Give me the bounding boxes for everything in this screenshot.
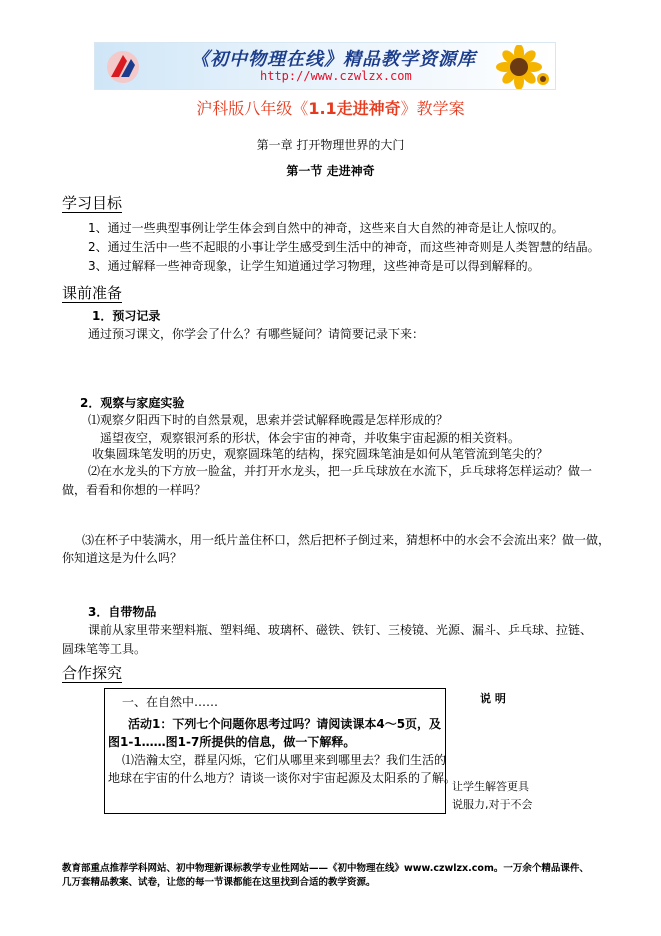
goal-item: 2、通过生活中一些不起眼的小事让学生感受到生活中的神奇，而这些神奇则是人类智慧的结晶。: [88, 240, 600, 254]
goal-item: 3、通过解释一些神奇现象，让学生知道通过学习物理，这些神奇是可以得到解释的。: [88, 259, 540, 273]
page-footer: [62, 862, 622, 890]
footer-line: 几万套精品教案、试卷，让您的每一节课都能在这里找到合适的教学资源。: [62, 877, 376, 888]
prep-sub2-line: 你知道这是为什么吗？: [62, 551, 183, 565]
prep-sub2-title: 2．观察与家庭实验: [80, 396, 185, 410]
box-subheading: 一、在自然中……: [122, 695, 219, 709]
document-title: 沪科版八年级《1.1走进神奇》教学案: [196, 99, 465, 118]
prep-sub2-line: ⑵在水龙头的下方放一脸盆，并打开水龙头，把一乒乓球放在水流下，乒乓球将怎样运动？做一: [88, 464, 593, 478]
site-name: 《初中物理在线》精品教学资源库: [191, 49, 476, 70]
header-banner: [94, 42, 556, 90]
section-title: 第一节 走进神奇: [286, 164, 375, 178]
prep-sub2-line: 遥望夜空，观察银河系的形状，体会宇宙的神奇，并收集宇宙起源的相关资料。: [100, 431, 521, 445]
prep-sub3-line: 圆珠笔等工具。: [62, 642, 147, 656]
footer-line: 教育部重点推荐学科网站、初中物理新课标教学专业性网站——《初中物理在线》www.czwlzx.com。一万余个精品课件、: [62, 863, 589, 874]
prep-sub2-line: ⑶在杯子中装满水，用一纸片盖住杯口，然后把杯子倒过来，猜想杯中的水会不会流出来？做一做，: [82, 533, 611, 547]
site-url: http://www.czwlzx.com: [260, 69, 412, 83]
prep-sub2-line: 做，看看和你想的一样吗？: [62, 483, 207, 497]
activity-title: 图1-1……图1-7所提供的信息，做一下解释。: [108, 735, 356, 749]
sunflower-icon: [479, 45, 551, 89]
note-title: 说 明: [480, 692, 506, 705]
prep-heading: 课前准备: [62, 284, 123, 302]
activity-title: 活动1：下列七个问题你思考过吗？请阅读课本4～5页，及: [128, 717, 442, 731]
goal-item: 1、通过一些典型事例让学生体会到自然中的神奇，这些来自大自然的神奇是让人惊叹的。: [88, 221, 564, 235]
coop-heading: 合作探究: [62, 664, 123, 682]
prep-sub2-line: ⑴观察夕阳西下时的自然景观，思索并尝试解释晚霞是怎样形成的？: [88, 413, 449, 427]
site-logo-icon: [103, 47, 143, 85]
chapter-title: 第一章 打开物理世界的大门: [256, 138, 405, 152]
prep-sub3-line: 课前从家里带来塑料瓶、塑料绳、玻璃杯、磁铁、铁钉、三棱镜、光源、漏斗、乒乓球、拉链、: [88, 623, 593, 637]
prep-sub1-title: 1．预习记录: [92, 309, 161, 323]
note-line: 让学生解答更具: [452, 780, 529, 793]
note-line: 说服力,对于不会: [452, 798, 533, 811]
activity-question: 地球在宇宙的什么地方？请谈一谈你对宇宙起源及太阳系的了解。: [108, 771, 457, 785]
prep-sub3-title: 3．自带物品: [88, 605, 157, 619]
prep-sub2-line: 收集圆珠笔发明的历史，观察圆珠笔的结构，探究圆珠笔油是如何从笔管流到笔尖的？: [92, 447, 549, 461]
goals-heading: 学习目标: [62, 194, 123, 212]
prep-sub1-text: 通过预习课文，你学会了什么？有哪些疑问？请简要记录下来：: [88, 327, 425, 341]
activity-question: ⑴浩瀚太空，群星闪烁，它们从哪里来到哪里去？我们生活的: [122, 753, 447, 767]
